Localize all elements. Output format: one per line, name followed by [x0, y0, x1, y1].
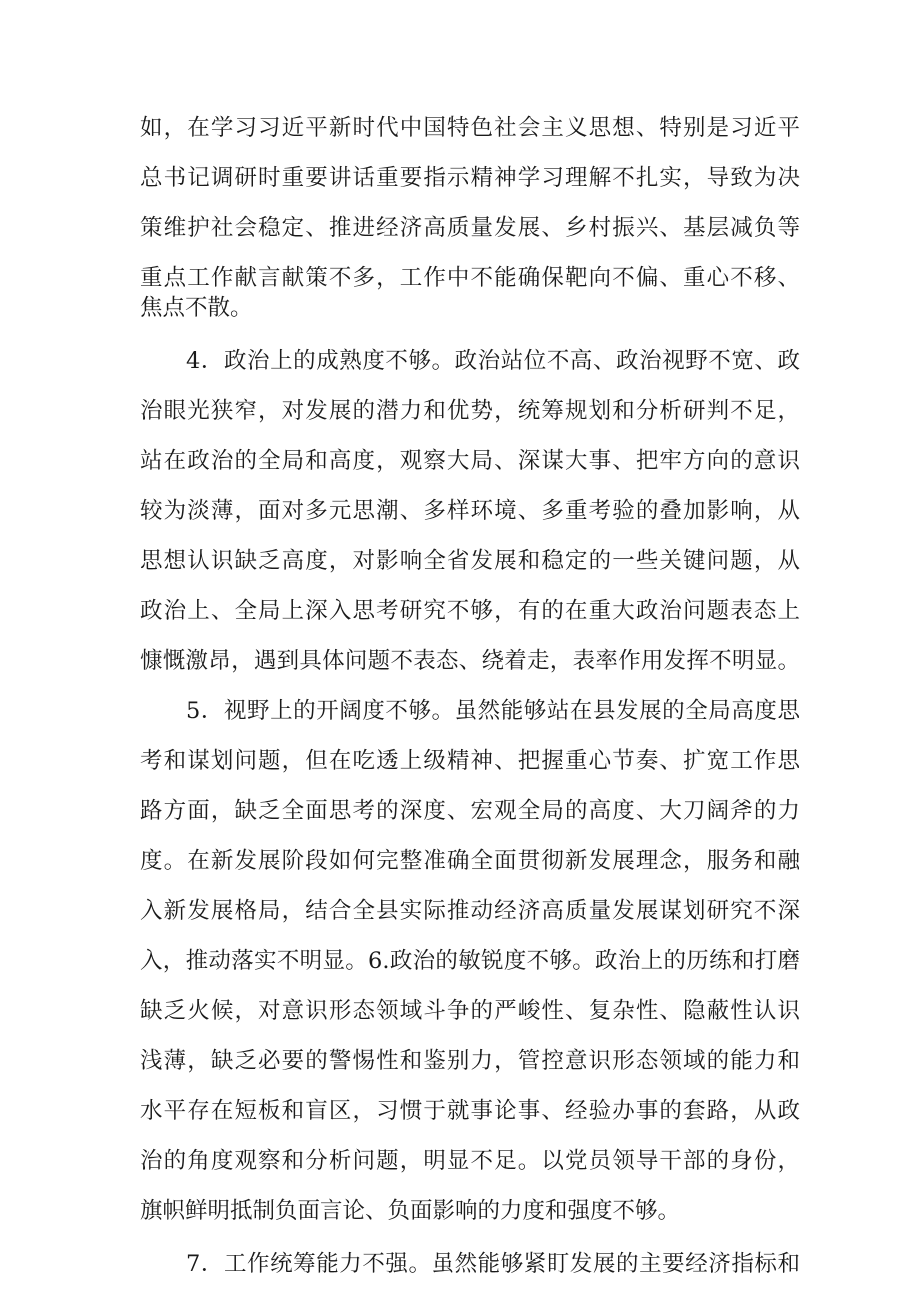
- text-line: 度。在新发展阶段如何完整准确全面贯彻新发展理念，服务和融: [140, 848, 800, 874]
- text-line: 思想认识缺乏高度，对影响全省发展和稳定的一些关键问题，从: [140, 548, 800, 574]
- text-line: 如，在学习习近平新时代中国特色社会主义思想、特别是习近平: [140, 115, 800, 141]
- text-line: 策维护社会稳定、推进经济高质量发展、乡村振兴、基层减负等: [140, 215, 800, 241]
- paragraph-heading-7: 7．工作统筹能力不强。虽然能够紧盯发展的主要经济指标和: [186, 1251, 800, 1277]
- paragraph-heading-5: 5．视野上的开阔度不够。虽然能够站在县发展的全局高度思: [186, 698, 800, 724]
- text-line: 入，推动落实不明显。6.政治的敏锐度不够。政治上的历练和打磨: [140, 948, 800, 974]
- text-line: 焦点不散。: [140, 295, 253, 321]
- text-line: 治眼光狭窄，对发展的潜力和优势，统筹规划和分析研判不足，: [140, 398, 800, 424]
- text-line: 缺乏火候，对意识形态领域斗争的严峻性、复杂性、隐蔽性认识: [140, 998, 800, 1024]
- text-line: 站在政治的全局和高度，观察大局、深谋大事、把牢方向的意识: [140, 448, 800, 474]
- text-line: 治的角度观察和分析问题，明显不足。以党员领导干部的身份，: [140, 1148, 800, 1174]
- text-line: 政治上、全局上深入思考研究不够，有的在重大政治问题表态上: [140, 598, 800, 624]
- text-line: 总书记调研时重要讲话重要指示精神学习理解不扎实，导致为决: [140, 165, 800, 191]
- text-line: 重点工作献言献策不多，工作中不能确保靶向不偏、重心不移、: [140, 265, 800, 291]
- text-line: 路方面，缺乏全面思考的深度、宏观全局的高度、大刀阔斧的力: [140, 798, 800, 824]
- text-line: 浅薄，缺乏必要的警惕性和鉴别力，管控意识形态领域的能力和: [140, 1048, 800, 1074]
- text-line: 水平存在短板和盲区，习惯于就事论事、经验办事的套路，从政: [140, 1098, 800, 1124]
- paragraph-heading-4: 4．政治上的成熟度不够。政治站位不高、政治视野不宽、政: [186, 348, 800, 374]
- text-line: 考和谋划问题，但在吃透上级精神、把握重心节奏、扩宽工作思: [140, 748, 800, 774]
- text-line: 入新发展格局，结合全县实际推动经济高质量发展谋划研究不深: [140, 898, 800, 924]
- text-line: 慷慨激昂，遇到具体问题不表态、绕着走，表率作用发挥不明显。: [140, 648, 800, 674]
- text-line: 较为淡薄，面对多元思潮、多样环境、多重考验的叠加影响，从: [140, 498, 800, 524]
- text-line: 旗帜鲜明抵制负面言论、负面影响的力度和强度不够。: [140, 1198, 681, 1224]
